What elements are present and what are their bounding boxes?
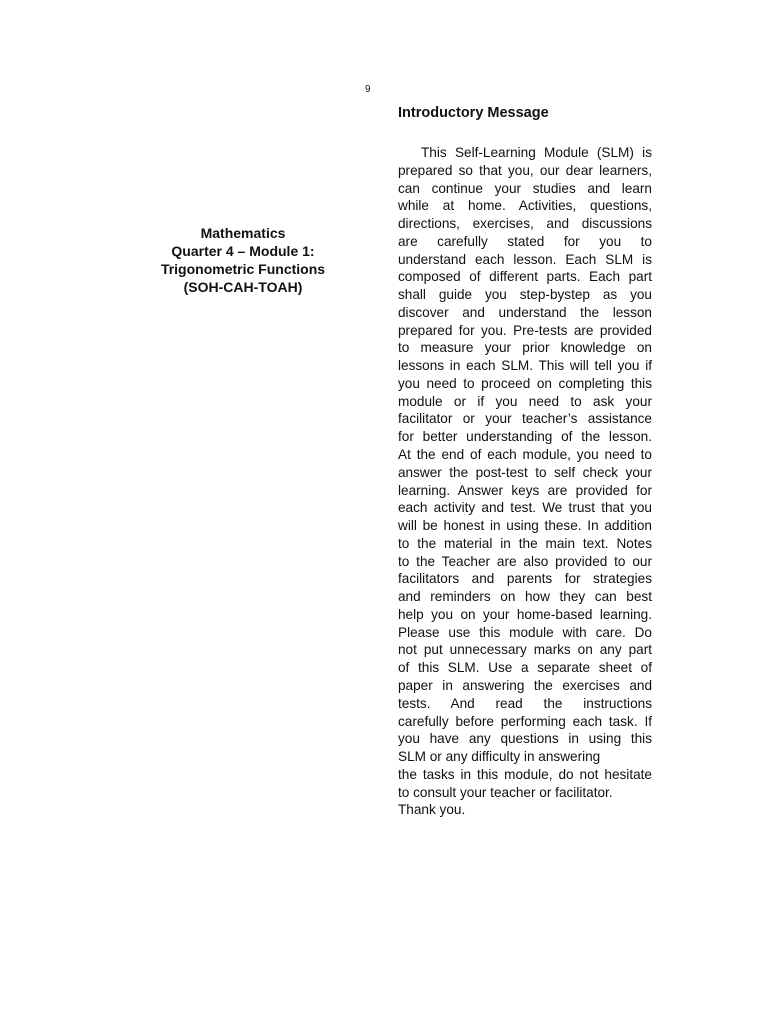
message-line: SLM or any difficulty in answering xyxy=(398,749,601,765)
message-line: you need to proceed on completing this xyxy=(398,375,652,391)
message-line: answer the post-test to self check your xyxy=(398,464,652,480)
message-line: Please use this module with care. Do xyxy=(398,624,652,640)
topic-mnemonic: (SOH-CAH-TOAH) xyxy=(183,279,303,295)
message-line: not put unnecessary marks on any part xyxy=(398,642,652,658)
subject-title: Mathematics xyxy=(200,225,286,241)
message-line: prepared so that you, our dear learners, xyxy=(398,162,652,178)
message-line: you have any questions in using this xyxy=(398,731,652,747)
message-line: discover and understand the lesson xyxy=(398,304,652,320)
message-line: tests. And read the instructions xyxy=(398,695,652,711)
message-line: to the material in the main text. Notes xyxy=(398,535,652,551)
message-line: facilitators and parents for strategies xyxy=(398,571,652,587)
message-body xyxy=(398,144,652,819)
topic-title: Trigonometric Functions xyxy=(160,261,326,277)
message-line: each activity and test. We trust that you xyxy=(398,500,652,516)
message-line: to the Teacher are also provided to our xyxy=(398,553,652,569)
module-label: Quarter 4 – Module 1: xyxy=(171,243,315,259)
message-line: while at home. Activities, questions, xyxy=(398,198,652,214)
message-line: will be honest in using these. In addition xyxy=(398,518,652,534)
message-line: understand each lesson. Each SLM is xyxy=(398,251,652,267)
message-line: learning. Answer keys are provided for xyxy=(398,482,652,498)
message-line: for better understanding of the lesson. xyxy=(398,429,652,445)
message-line: directions, exercises, and discussions xyxy=(398,216,652,232)
message-line: help you on your home-based learning. xyxy=(398,606,652,622)
message-line: to measure your prior knowledge on xyxy=(398,340,652,356)
message-line: can continue your studies and learn xyxy=(398,180,652,196)
message-line: Thank you. xyxy=(398,802,466,818)
message-line: the tasks in this module, do not hesitate xyxy=(398,766,652,782)
message-heading: Introductory Message xyxy=(398,105,549,121)
message-line: and reminders on how they can best xyxy=(398,589,652,605)
message-line: carefully before performing each task. If xyxy=(398,713,652,729)
introductory-message xyxy=(398,104,652,819)
message-line: This Self-Learning Module (SLM) is xyxy=(421,145,652,160)
message-line: paper in answering the exercises and xyxy=(398,677,652,693)
message-line: At the end of each module, you need to xyxy=(398,447,652,463)
module-cover-title xyxy=(140,224,346,296)
message-line: composed of different parts. Each part xyxy=(398,269,652,285)
message-line: facilitator or your teacher’s assistance xyxy=(398,411,652,427)
message-line: lessons in each SLM. This will tell you if xyxy=(398,358,652,374)
message-line: are carefully stated for you to xyxy=(398,233,652,249)
message-line: to consult your teacher or facilitator. xyxy=(398,784,613,800)
page-mark: 9 xyxy=(365,84,371,95)
message-line: shall guide you step-bystep as you xyxy=(398,287,652,303)
message-line: module or if you need to ask your xyxy=(398,393,652,409)
message-line: of this SLM. Use a separate sheet of xyxy=(398,660,652,676)
message-line: prepared for you. Pre-tests are provided xyxy=(398,322,652,338)
